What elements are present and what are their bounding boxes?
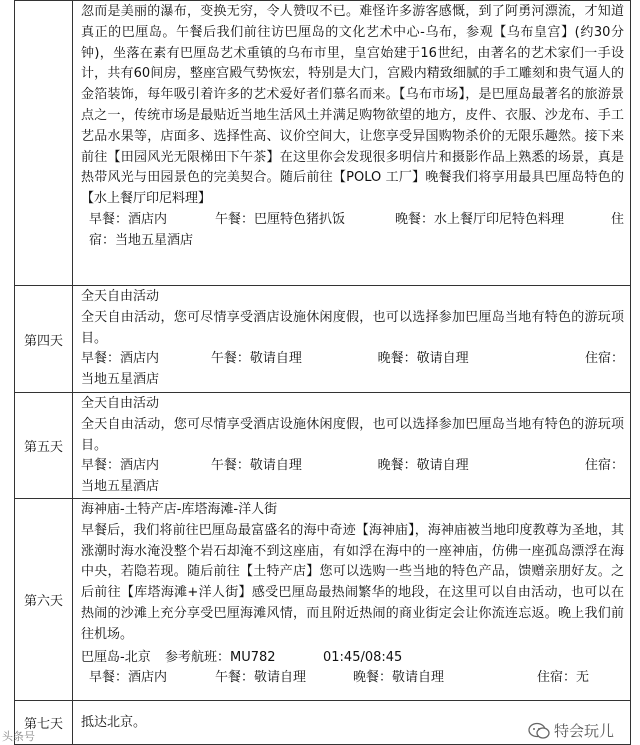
itinerary-row-day3-cont [15,1,631,286]
flight-line [81,648,624,669]
breakfast: 早餐：酒店内 [89,211,168,227]
dinner: 晚餐：敬请自理 [377,351,469,367]
day-description: 抵达北京。 [81,714,147,730]
itinerary-table [14,0,631,745]
day-content [73,286,631,393]
stay-value: 宿：当地五星酒店 [89,232,194,248]
meal-line [81,668,624,689]
itinerary-row-day5 [15,393,631,499]
corner-watermark: 头条号 [2,730,35,743]
stay: 住宿：无 [537,670,590,686]
itinerary-row-day4 [15,286,631,393]
day-title: 全天自由活动 [81,396,160,411]
route: 巴厘岛-北京 [81,649,151,665]
itinerary-row-day6 [15,498,631,700]
watermark [524,720,618,741]
day-label: 第五天 [15,393,73,499]
day-title: 全天自由活动 [81,289,160,304]
meal-line [81,456,624,477]
meal-line [81,210,624,231]
breakfast: 早餐：酒店内 [81,458,160,474]
lunch: 午餐：敬请自理 [210,458,302,474]
breakfast: 早餐：酒店内 [89,670,168,686]
stay-label: 住宿： [584,351,624,367]
lunch: 午餐：巴厘特色猪扒饭 [215,211,346,227]
stay-label: 住 [610,211,624,227]
day-description: 忽而是美丽的瀑布，变换无穷，令人赞叹不已。难怪许多游客感慨，到了阿勇河漂流，才知道真正的巴厘岛。午餐后我们前往访巴厘岛的文化艺术中心-乌布，参观【乌布皇宫】(约30分钟)，坐落在素有巴厘岛艺术重镇的乌布市里，皇宫始建于16世纪，由著名的艺术家们一手设计，共有60间房，整座宫殿气势恢宏，特别是大门，宫殿内精致细腻的手工雕刻和贵气逼人的金箔装饰，每年吸引着许多的艺术爱好者们慕名而来。【乌布市场】，是巴厘岛最著名的旅游景点之一，传统市场是最贴近当地生活风土并满足购物欲望的地方，皮件、衣服、沙龙布、手工艺品水果等，店面多、选择性高、议价空间大，让您享受异国购物杀价的无限乐趣然。接下来前往【田园风光无限梯田下午茶】在这里你会发现很多明信片和摄影作品上熟悉的场景，真是热带风光与田园景色的完美契合。随后前往【POLO 工厂】晚餐我们将享用最具巴厘岛特色的【水上餐厅印尼料理】 [81,4,624,207]
meal-line [81,349,624,370]
dinner: 晚餐：水上餐厅印尼特色料理 [395,211,565,227]
day-description: 早餐后，我们将前往巴厘岛最富盛名的海中奇迹【海神庙】，海神庙被当地印度教尊为圣地，其涨潮时海水淹没整个岩石却淹不到这座庙，有如浮在海中的一座神庙，仿佛一座孤岛漂浮在海中央，若隐若现。随后前往【土特产店】您可以选购一些当地的特色产品，馈赠亲朋好友。之后前往【库塔海滩+洋人街】感受巴厘岛最热闹繁华的地段，在这里可以自由活动，也可以在热闹的沙滩上充分享受巴厘海滩风情，而且附近热闹的商业街定会让你流连忘返。晚上我们前往机场。 [81,522,624,642]
day-title: 海神庙-土特产店-库塔海滩-洋人街 [81,501,278,517]
flight-time: 01:45/08:45 [323,649,403,665]
stay-label: 住宿： [584,458,624,474]
day-content [73,393,631,499]
lunch: 午餐：敬请自理 [210,351,302,367]
dinner: 晚餐：敬请自理 [353,670,445,686]
day-label: 第四天 [15,286,73,393]
stay-value: 当地五星酒店 [81,479,160,495]
day-label: 第六天 [15,498,73,700]
chat-bubble-icon [528,722,550,740]
watermark-text: 特会玩儿 [553,722,614,740]
stay-value: 当地五星酒店 [81,372,160,388]
dinner: 晚餐：敬请自理 [377,458,469,474]
flight-number: 参考航班：MU782 [165,649,276,665]
day-description: 全天自由活动，您可尽情享受酒店设施休闲度假，也可以选择参加巴厘岛当地有特色的游玩项目。 [81,416,624,453]
day-label: 第七天 [15,700,73,744]
breakfast: 早餐：酒店内 [81,351,160,367]
lunch: 午餐：敬请自理 [215,670,307,686]
day-cell-empty [15,1,73,286]
day-description: 全天自由活动，您可尽情享受酒店设施休闲度假，也可以选择参加巴厘岛当地有特色的游玩项目。 [81,309,624,346]
day-content [73,1,631,286]
day-content [73,498,631,700]
